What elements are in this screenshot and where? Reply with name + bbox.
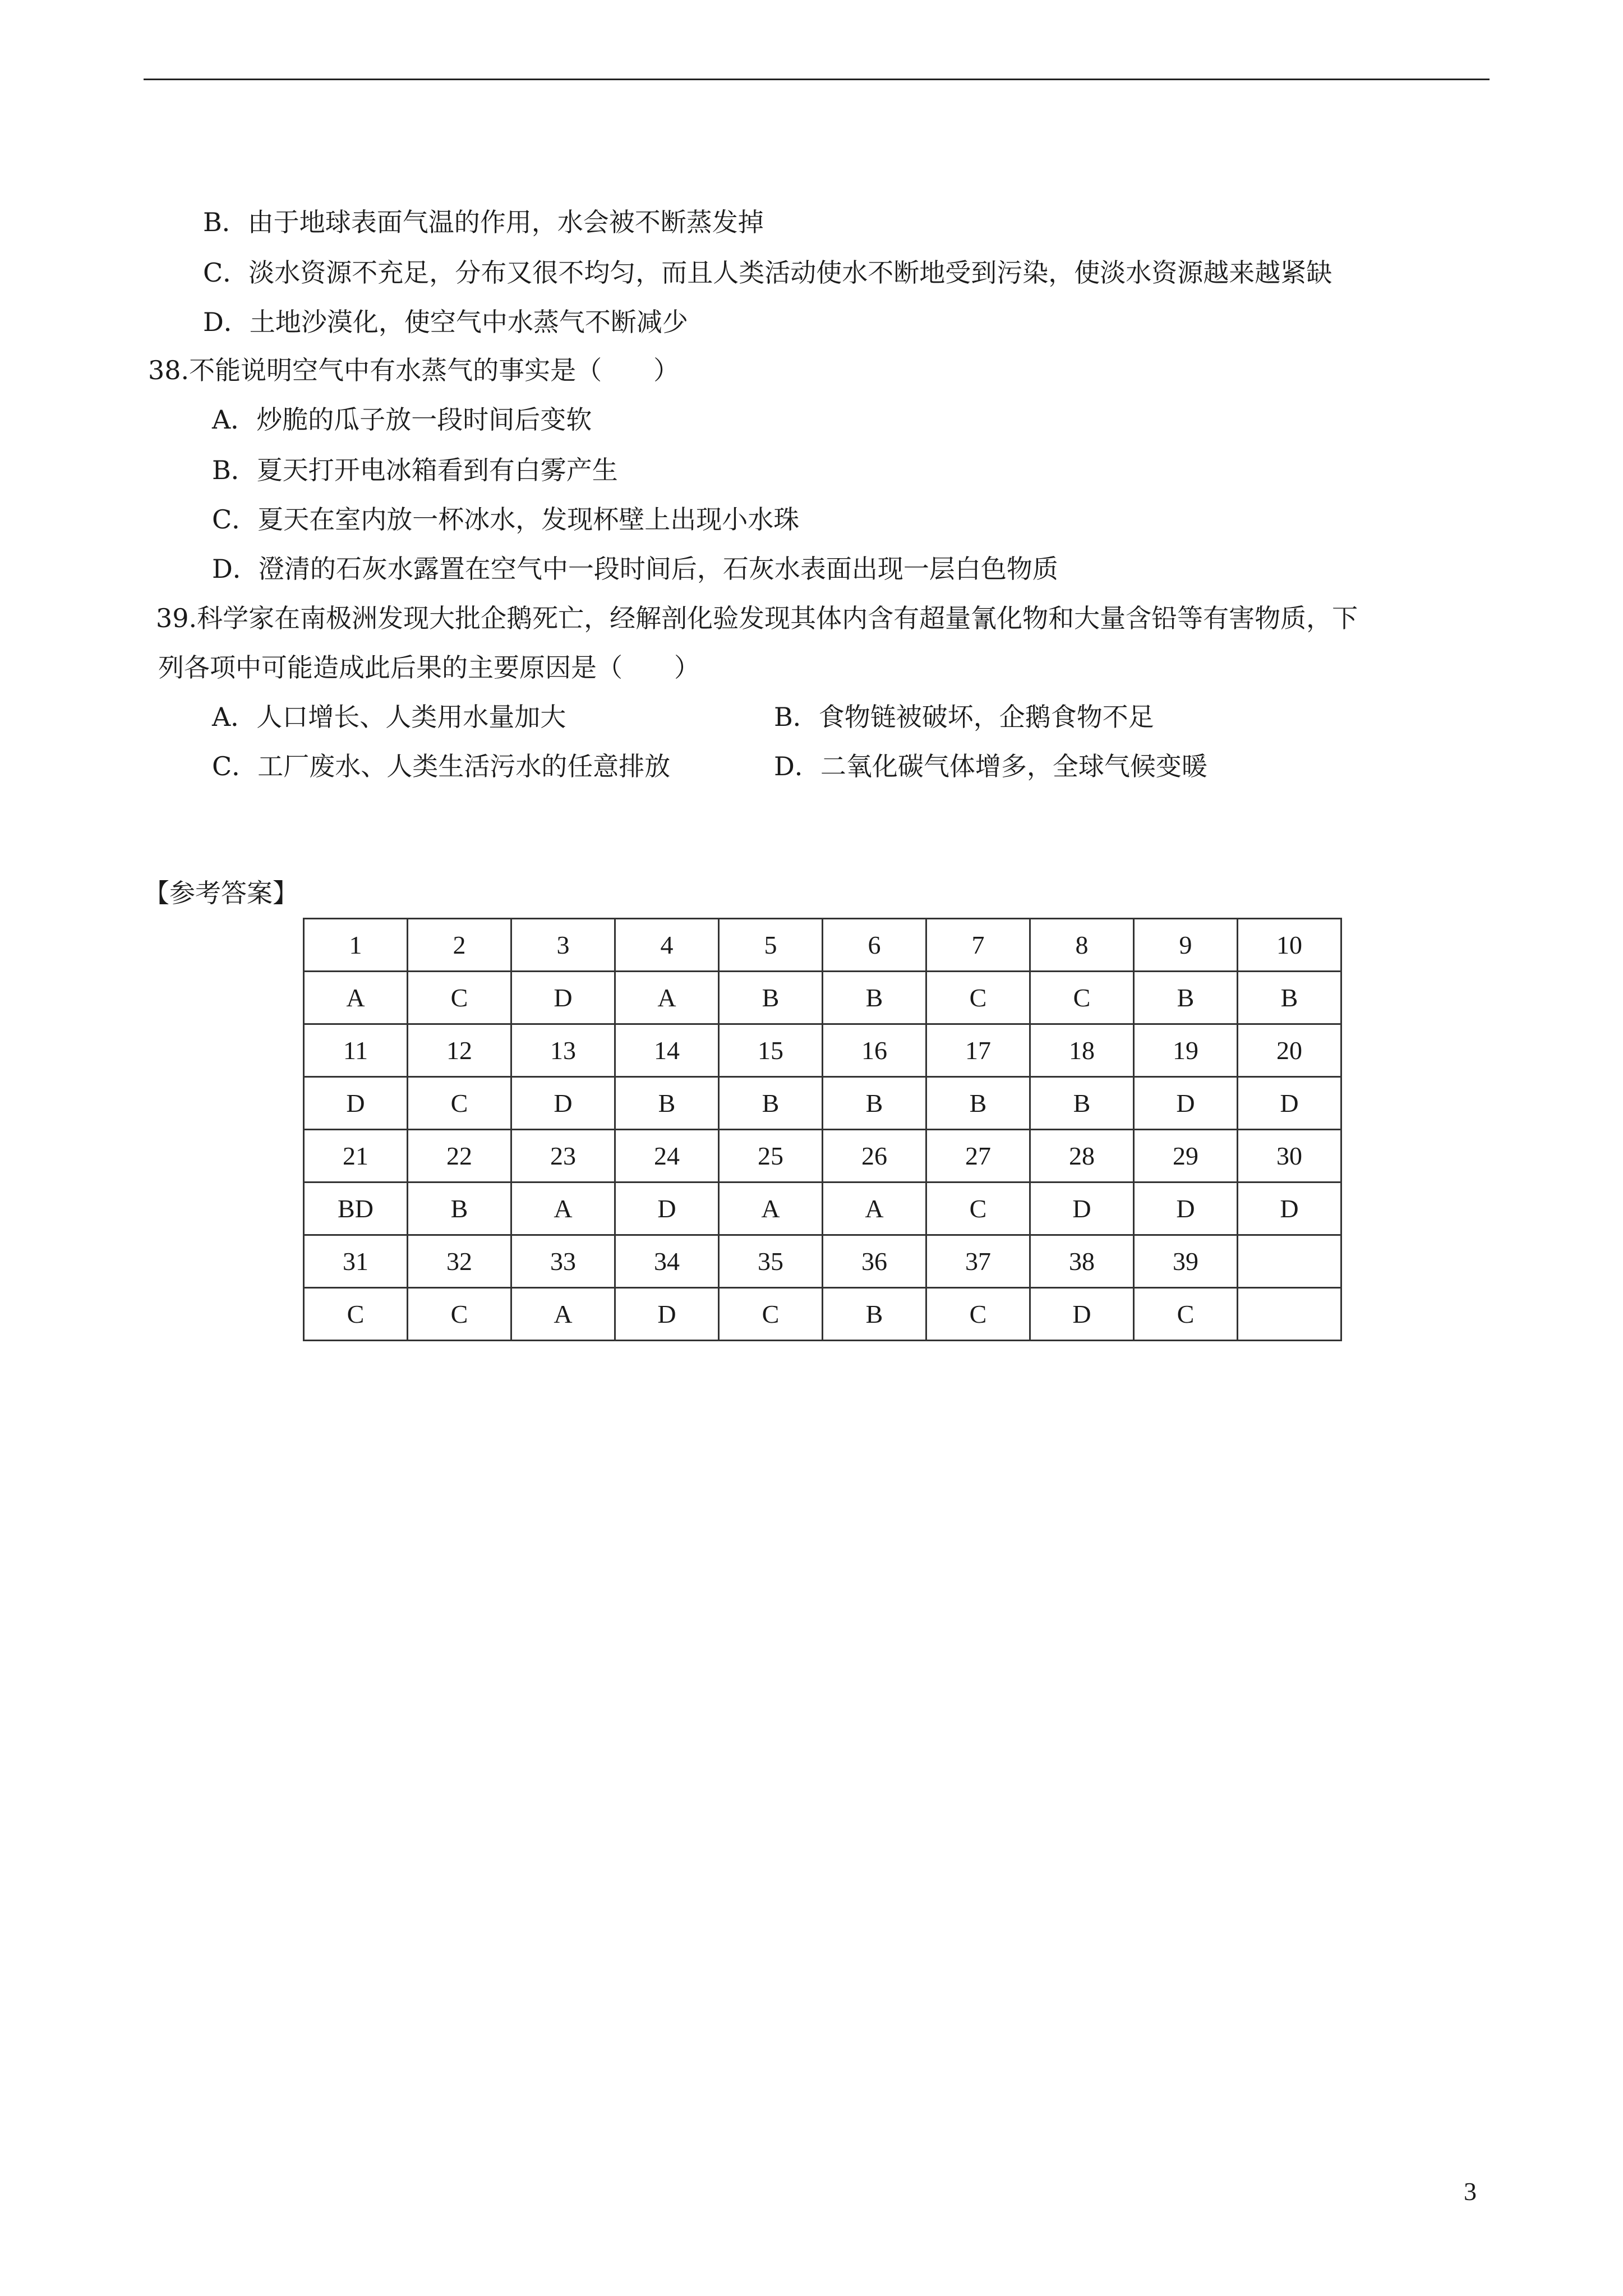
question-number-cell: 19 bbox=[1134, 1024, 1238, 1077]
answer-row bbox=[304, 1077, 1341, 1130]
question-number-cell: 14 bbox=[615, 1024, 719, 1077]
question-number-cell: 38 bbox=[1030, 1235, 1134, 1288]
answer-cell: D bbox=[1030, 1288, 1134, 1341]
answer-cell: D bbox=[1134, 1182, 1238, 1235]
answer-cell: A bbox=[511, 1288, 615, 1341]
answer-cell: C bbox=[408, 1077, 511, 1130]
question-number-cell: 26 bbox=[823, 1130, 926, 1182]
question-number-cell: 36 bbox=[823, 1235, 926, 1288]
answer-cell: C bbox=[1134, 1288, 1238, 1341]
answer-cell: BD bbox=[304, 1182, 408, 1235]
q39-option-b: B．食物链被破坏，企鹅食物不足 bbox=[774, 702, 1154, 732]
answer-cell: C bbox=[926, 1288, 1030, 1341]
question-number-cell: 17 bbox=[926, 1024, 1030, 1077]
question-number-cell: 32 bbox=[408, 1235, 511, 1288]
q38-option-b: B．夏天打开电冰箱看到有白雾产生 bbox=[212, 455, 618, 485]
answer-cell: D bbox=[1134, 1077, 1238, 1130]
question-number-cell: 25 bbox=[719, 1130, 823, 1182]
answer-cell: C bbox=[926, 972, 1030, 1024]
q37-option-d: D．土地沙漠化，使空气中水蒸气不断减少 bbox=[203, 307, 688, 337]
answer-cell: B bbox=[719, 972, 823, 1024]
question-number-cell: 4 bbox=[615, 919, 719, 972]
q39-option-a: A．人口增长、人类用水量加大 bbox=[212, 702, 566, 732]
question-number-cell: 37 bbox=[926, 1235, 1030, 1288]
question-number-cell: 15 bbox=[719, 1024, 823, 1077]
answer-row bbox=[304, 972, 1341, 1024]
question-number-row bbox=[304, 1130, 1341, 1182]
question-number-cell: 33 bbox=[511, 1235, 615, 1288]
question-number-cell: 22 bbox=[408, 1130, 511, 1182]
q39-stem-line2: 列各项中可能造成此后果的主要原因是（ ） bbox=[158, 652, 700, 683]
answer-cell: D bbox=[511, 1077, 615, 1130]
question-number-cell bbox=[1238, 1235, 1341, 1288]
answer-cell: D bbox=[615, 1288, 719, 1341]
answer-cell: A bbox=[511, 1182, 615, 1235]
question-number-row bbox=[304, 1235, 1341, 1288]
question-number-cell: 31 bbox=[304, 1235, 408, 1288]
question-number-cell: 3 bbox=[511, 919, 615, 972]
answer-cell: A bbox=[615, 972, 719, 1024]
question-number-cell: 10 bbox=[1238, 919, 1341, 972]
question-number-cell: 12 bbox=[408, 1024, 511, 1077]
answer-cell: D bbox=[1030, 1182, 1134, 1235]
question-number-cell: 9 bbox=[1134, 919, 1238, 972]
q39-option-c: C．工厂废水、人类生活污水的任意排放 bbox=[212, 751, 671, 781]
answer-cell: B bbox=[926, 1077, 1030, 1130]
answer-cell: B bbox=[823, 1288, 926, 1341]
question-number-cell: 27 bbox=[926, 1130, 1030, 1182]
answer-cell: D bbox=[1238, 1182, 1341, 1235]
q38-option-a: A．炒脆的瓜子放一段时间后变软 bbox=[212, 404, 592, 435]
answer-cell bbox=[1238, 1288, 1341, 1341]
answer-key-table bbox=[303, 918, 1342, 1341]
answer-cell: B bbox=[615, 1077, 719, 1130]
question-number-cell: 39 bbox=[1134, 1235, 1238, 1288]
answer-cell: D bbox=[304, 1077, 408, 1130]
answer-cell: C bbox=[304, 1288, 408, 1341]
answer-cell: D bbox=[615, 1182, 719, 1235]
answer-cell: A bbox=[823, 1182, 926, 1235]
question-number-cell: 8 bbox=[1030, 919, 1134, 972]
answer-cell: B bbox=[1030, 1077, 1134, 1130]
question-number-cell: 30 bbox=[1238, 1130, 1341, 1182]
question-number-cell: 7 bbox=[926, 919, 1030, 972]
answer-cell: D bbox=[1238, 1077, 1341, 1130]
question-number-cell: 28 bbox=[1030, 1130, 1134, 1182]
answer-cell: B bbox=[408, 1182, 511, 1235]
header-rule bbox=[144, 79, 1490, 80]
answer-cell: C bbox=[408, 1288, 511, 1341]
q38-option-d: D．澄清的石灰水露置在空气中一段时间后，石灰水表面出现一层白色物质 bbox=[212, 554, 1058, 584]
q39-option-d: D．二氧化碳气体增多，全球气候变暖 bbox=[774, 751, 1207, 781]
answer-cell: C bbox=[408, 972, 511, 1024]
answer-cell: C bbox=[926, 1182, 1030, 1235]
question-number-cell: 6 bbox=[823, 919, 926, 972]
q37-option-b: B．由于地球表面气温的作用，水会被不断蒸发掉 bbox=[203, 207, 764, 237]
question-number-cell: 29 bbox=[1134, 1130, 1238, 1182]
question-number-cell: 20 bbox=[1238, 1024, 1341, 1077]
page-number: 3 bbox=[1464, 2177, 1477, 2206]
question-number-cell: 24 bbox=[615, 1130, 719, 1182]
question-number-cell: 1 bbox=[304, 919, 408, 972]
q38-option-c: C．夏天在室内放一杯冰水，发现杯壁上出现小水珠 bbox=[212, 504, 800, 535]
answer-row bbox=[304, 1288, 1341, 1341]
question-number-cell: 21 bbox=[304, 1130, 408, 1182]
question-number-cell: 2 bbox=[408, 919, 511, 972]
answer-row bbox=[304, 1182, 1341, 1235]
answer-cell: B bbox=[1134, 972, 1238, 1024]
question-number-row bbox=[304, 919, 1341, 972]
question-number-cell: 18 bbox=[1030, 1024, 1134, 1077]
answer-cell: B bbox=[823, 972, 926, 1024]
q38-stem: 38.不能说明空气中有水蒸气的事实是（ ） bbox=[148, 355, 680, 385]
answer-cell: B bbox=[1238, 972, 1341, 1024]
answer-key-title: 【参考答案】 bbox=[144, 878, 298, 908]
answer-cell: D bbox=[511, 972, 615, 1024]
question-number-cell: 35 bbox=[719, 1235, 823, 1288]
q39-stem-line1: 39.科学家在南极洲发现大批企鹅死亡，经解剖化验发现其体内含有超量氰化物和大量含铅等有害物质，下 bbox=[156, 603, 1358, 633]
answer-cell: B bbox=[719, 1077, 823, 1130]
question-number-cell: 34 bbox=[615, 1235, 719, 1288]
q37-option-c: C．淡水资源不充足，分布又很不均匀，而且人类活动使水不断地受到污染，使淡水资源越来越紧缺 bbox=[203, 257, 1332, 288]
answer-cell: C bbox=[719, 1288, 823, 1341]
answer-cell: A bbox=[719, 1182, 823, 1235]
question-number-cell: 13 bbox=[511, 1024, 615, 1077]
question-number-cell: 23 bbox=[511, 1130, 615, 1182]
question-number-row bbox=[304, 1024, 1341, 1077]
question-number-cell: 16 bbox=[823, 1024, 926, 1077]
answer-cell: B bbox=[823, 1077, 926, 1130]
question-number-cell: 5 bbox=[719, 919, 823, 972]
question-number-cell: 11 bbox=[304, 1024, 408, 1077]
answer-cell: A bbox=[304, 972, 408, 1024]
answer-cell: C bbox=[1030, 972, 1134, 1024]
